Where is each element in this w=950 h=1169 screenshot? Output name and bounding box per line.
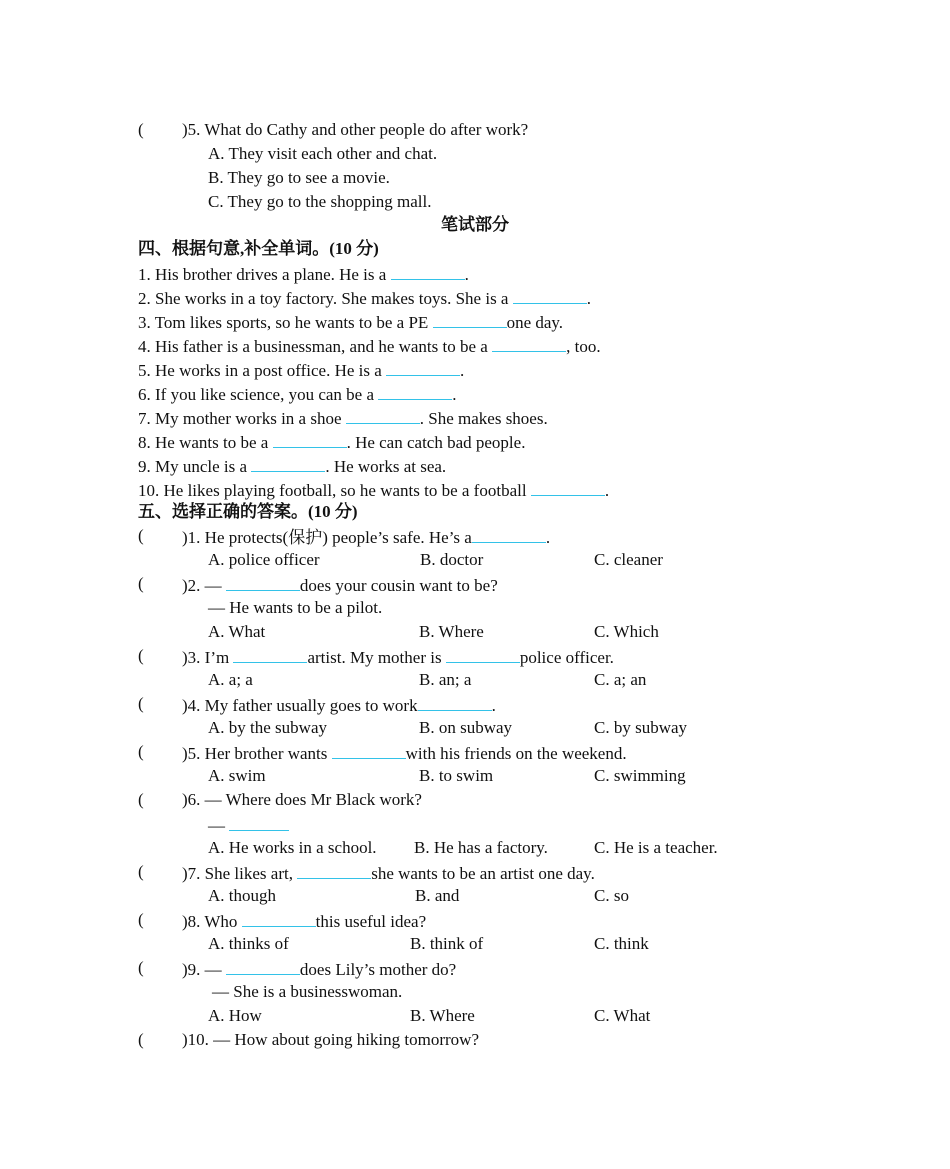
answer-blank[interactable]	[472, 524, 546, 543]
section5-q3: )3. I’m artist. My mother is police officer.	[182, 644, 614, 668]
q2-reply: — He wants to be a pilot.	[208, 598, 383, 617]
section5-title: 五、选择正确的答案。(10 分)	[138, 502, 358, 521]
q1-option-c: C. cleaner	[594, 550, 663, 569]
answer-blank[interactable]	[418, 692, 492, 711]
section4-item: 3. Tom likes sports, so he wants to be a PE one day.	[138, 309, 563, 333]
q3-option-a: A. a; a	[208, 670, 253, 689]
answer-paren: (	[138, 646, 144, 665]
answer-blank[interactable]	[226, 572, 300, 591]
section5-q6: )6. — Where does Mr Black work?	[182, 790, 422, 809]
listening-q5-option-b: B. They go to see a movie.	[208, 168, 390, 187]
q8-option-a: A. thinks of	[208, 934, 289, 953]
q9-option-a: A. How	[208, 1006, 262, 1025]
listening-q5-option-a: A. They visit each other and chat.	[208, 144, 438, 163]
answer-paren: (	[138, 574, 144, 593]
q7-option-c: C. so	[594, 886, 629, 905]
section5-q5: )5. Her brother wants with his friends on the weekend.	[182, 740, 627, 764]
q8-option-b: B. think of	[410, 934, 484, 953]
answer-blank[interactable]	[391, 261, 465, 280]
q1-option-a: A. police officer	[208, 550, 320, 569]
section4-item: 5. He works in a post office. He is a .	[138, 357, 464, 381]
q7-option-a: A. though	[208, 886, 276, 905]
q9-option-b: B. Where	[410, 1006, 475, 1025]
answer-paren: (	[138, 694, 144, 713]
q5-option-a: A. swim	[208, 766, 266, 785]
q8-option-c: C. think	[594, 934, 649, 953]
listening-q5-paren: (	[138, 120, 144, 139]
q5-option-b: B. to swim	[419, 766, 494, 785]
answer-blank[interactable]	[446, 644, 520, 663]
q6-option-c: C. He is a teacher.	[594, 838, 718, 857]
section5-q2: )2. — does your cousin want to be?	[182, 572, 498, 596]
q4-option-c: C. by subway	[594, 718, 688, 737]
q9-option-c: C. What	[594, 1006, 651, 1025]
answer-blank[interactable]	[332, 740, 406, 759]
answer-blank[interactable]	[233, 644, 307, 663]
section5-q10: )10. — How about going hiking tomorrow?	[182, 1030, 479, 1049]
q2-option-b: B. Where	[419, 622, 484, 641]
q6-option-b: B. He has a factory.	[414, 838, 548, 857]
answer-blank[interactable]	[226, 956, 300, 975]
q2-option-c: C. Which	[594, 622, 659, 641]
q4-option-b: B. on subway	[419, 718, 513, 737]
q1-option-b: B. doctor	[420, 550, 484, 569]
answer-blank[interactable]	[433, 309, 507, 328]
section5-q1: )1. He protects(保护) people’s safe. He’s a .	[182, 524, 550, 548]
answer-paren: (	[138, 526, 144, 545]
answer-paren: (	[138, 958, 144, 977]
section4-item: 9. My uncle is a . He works at sea.	[138, 453, 446, 477]
q4-option-a: A. by the subway	[208, 718, 327, 737]
answer-blank[interactable]	[513, 285, 587, 304]
section4-title: 四、根据句意,补全单词。(10 分)	[138, 239, 379, 258]
section4-item: 6. If you like science, you can be a .	[138, 381, 457, 405]
section4-item: 10. He likes playing football, so he wants to be a football .	[138, 477, 609, 501]
q9-reply: — She is a businesswoman.	[212, 982, 403, 1001]
answer-blank[interactable]	[492, 333, 566, 352]
q3-option-c: C. a; an	[594, 670, 647, 689]
answer-paren: (	[138, 790, 144, 809]
section5-q9: )9. — does Lily’s mother do?	[182, 956, 456, 980]
section4-item: 4. His father is a businessman, and he wants to be a , too.	[138, 333, 601, 357]
section4-item: 7. My mother works in a shoe . She makes shoes.	[138, 405, 548, 429]
listening-q5-option-c: C. They go to the shopping mall.	[208, 192, 432, 211]
section5-q7: )7. She likes art, she wants to be an artist one day.	[182, 860, 595, 884]
answer-blank[interactable]	[386, 357, 460, 376]
answer-blank[interactable]	[273, 429, 347, 448]
listening-q5-question: )5. What do Cathy and other people do after work?	[182, 120, 529, 139]
answer-blank[interactable]	[297, 860, 371, 879]
answer-paren: (	[138, 862, 144, 881]
answer-paren: (	[138, 1030, 144, 1049]
q6-option-a: A. He works in a school.	[208, 838, 377, 857]
q5-option-c: C. swimming	[594, 766, 686, 785]
answer-blank[interactable]	[229, 812, 289, 831]
written-part-title: 笔试部分	[441, 215, 509, 234]
answer-blank[interactable]	[251, 453, 325, 472]
q2-option-a: A. What	[208, 622, 266, 641]
q3-option-b: B. an; a	[419, 670, 472, 689]
section5-q8: )8. Who this useful idea?	[182, 908, 426, 932]
section4-item: 8. He wants to be a . He can catch bad people.	[138, 429, 525, 453]
answer-blank[interactable]	[531, 477, 605, 496]
answer-blank[interactable]	[378, 381, 452, 400]
section5-q4: )4. My father usually goes to work .	[182, 692, 496, 716]
q6-reply: —	[208, 812, 289, 836]
answer-blank[interactable]	[242, 908, 316, 927]
answer-paren: (	[138, 910, 144, 929]
section4-item: 1. His brother drives a plane. He is a .	[138, 261, 469, 285]
section4-item: 2. She works in a toy factory. She makes toys. She is a .	[138, 285, 591, 309]
answer-blank[interactable]	[346, 405, 420, 424]
q7-option-b: B. and	[415, 886, 460, 905]
answer-paren: (	[138, 742, 144, 761]
